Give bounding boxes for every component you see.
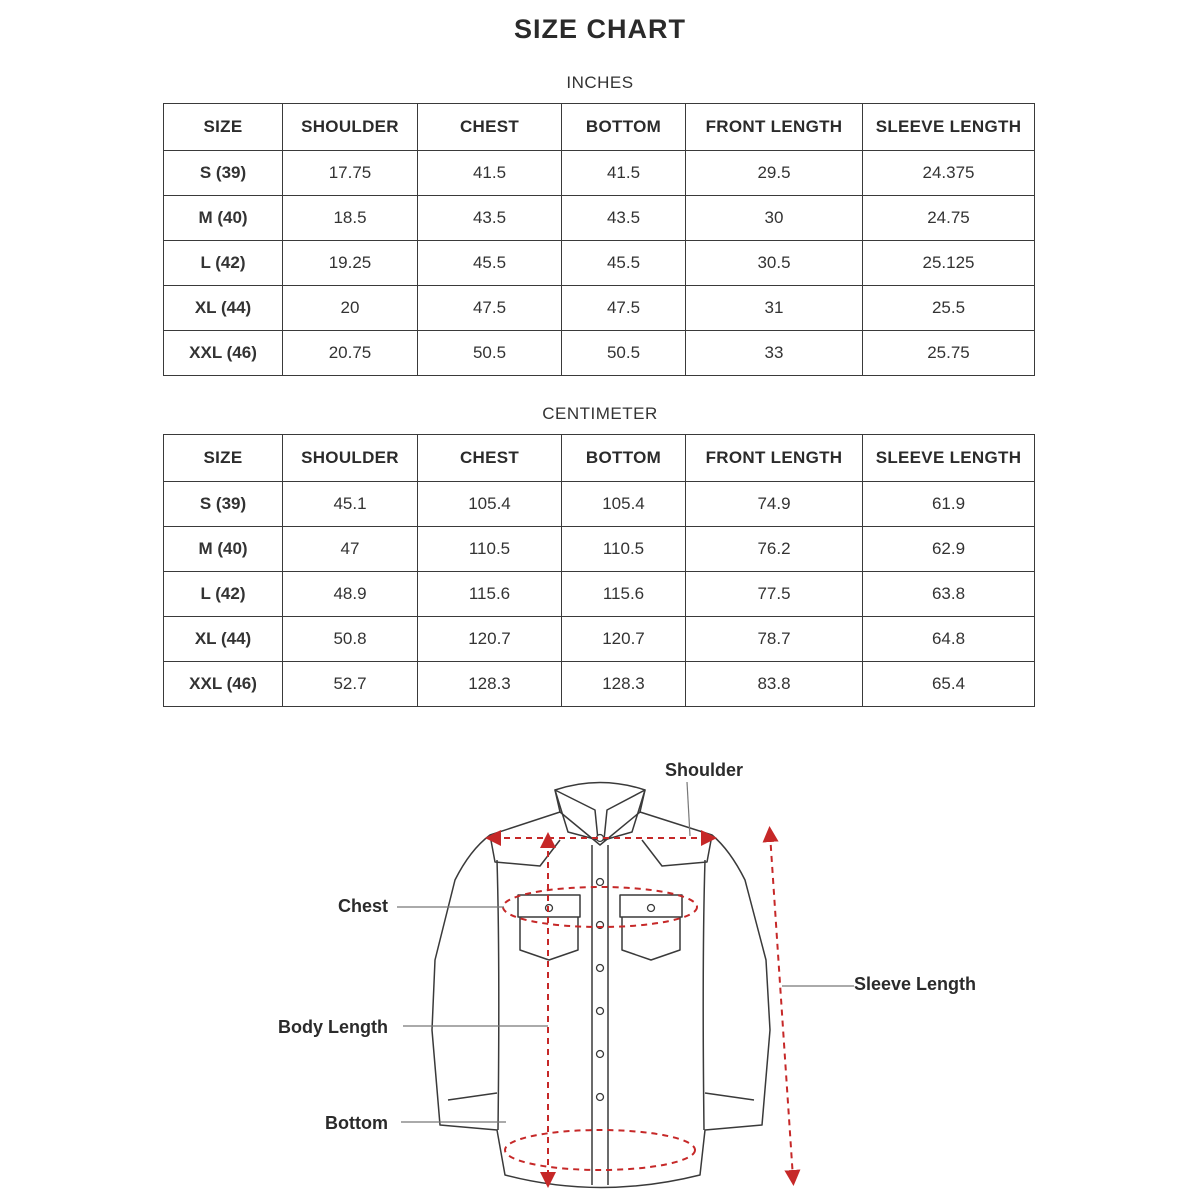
table-cell: 43.5 [562,196,686,241]
table-header-row [164,435,1035,482]
page-title: SIZE CHART [514,14,686,44]
table-cell: 115.6 [562,572,686,617]
table-cell: 105.4 [562,482,686,527]
size-cell: M (40) [164,527,283,572]
table-row [164,617,1035,662]
table-cell: 52.7 [283,662,418,707]
table-row [164,572,1035,617]
chest-label: Chest [338,896,389,916]
table-cell: 19.25 [283,241,418,286]
table-row [164,286,1035,331]
table-cell: 25.75 [863,331,1035,376]
table-cell: 78.7 [686,617,863,662]
inches-label: INCHES [566,73,634,92]
shirt-outline [432,783,770,1188]
table-row [164,662,1035,707]
header-cell: BOTTOM [562,435,686,482]
table-cell: 62.9 [863,527,1035,572]
table-cell: 115.6 [418,572,562,617]
table-cell: 48.9 [283,572,418,617]
centimeter-table [163,434,1035,707]
table-cell: 41.5 [562,151,686,196]
size-cell: XL (44) [164,617,283,662]
table-cell: 45.5 [418,241,562,286]
table-row [164,527,1035,572]
table-cell: 47.5 [562,286,686,331]
table-cell: 45.5 [562,241,686,286]
table-cell: 24.75 [863,196,1035,241]
table-cell: 20.75 [283,331,418,376]
header-cell: CHEST [418,104,562,151]
table-cell: 50.5 [418,331,562,376]
table-row [164,331,1035,376]
table-cell: 41.5 [418,151,562,196]
centimeter-label: CENTIMETER [542,404,658,423]
size-cell: L (42) [164,572,283,617]
table-row [164,196,1035,241]
header-cell: FRONT LENGTH [686,104,863,151]
table-cell: 128.3 [562,662,686,707]
table-cell: 61.9 [863,482,1035,527]
table-cell: 128.3 [418,662,562,707]
table-cell: 29.5 [686,151,863,196]
table-cell: 17.75 [283,151,418,196]
shirt-buttons [546,835,655,1101]
table-cell: 74.9 [686,482,863,527]
size-cell: L (42) [164,241,283,286]
table-row [164,482,1035,527]
table-cell: 30 [686,196,863,241]
size-cell: S (39) [164,151,283,196]
table-cell: 120.7 [562,617,686,662]
shirt-diagram [0,740,1200,1200]
table-cell: 47 [283,527,418,572]
table-header-row [164,104,1035,151]
header-cell: SHOULDER [283,435,418,482]
shoulder-label: Shoulder [665,760,744,780]
table-cell: 105.4 [418,482,562,527]
size-cell: XXL (46) [164,331,283,376]
size-cell: M (40) [164,196,283,241]
table-row [164,151,1035,196]
body-length-label: Body Length [278,1017,388,1037]
table-cell: 120.7 [418,617,562,662]
table-cell: 50.8 [283,617,418,662]
table-row [164,241,1035,286]
table-cell: 45.1 [283,482,418,527]
size-cell: XXL (46) [164,662,283,707]
table-cell: 33 [686,331,863,376]
table-cell: 20 [283,286,418,331]
table-cell: 65.4 [863,662,1035,707]
header-cell: SIZE [164,435,283,482]
table-cell: 25.125 [863,241,1035,286]
table-cell: 63.8 [863,572,1035,617]
table-cell: 83.8 [686,662,863,707]
size-cell: XL (44) [164,286,283,331]
sleeve-length-label: Sleeve Length [854,974,977,994]
table-cell: 25.5 [863,286,1035,331]
table-cell: 64.8 [863,617,1035,662]
size-cell: S (39) [164,482,283,527]
header-cell: FRONT LENGTH [686,435,863,482]
table-cell: 110.5 [418,527,562,572]
inches-table [163,103,1035,376]
table-cell: 31 [686,286,863,331]
header-cell: SLEEVE LENGTH [863,104,1035,151]
table-cell: 24.375 [863,151,1035,196]
measurement-guides [493,834,793,1180]
table-cell: 43.5 [418,196,562,241]
table-cell: 110.5 [562,527,686,572]
header-cell: SIZE [164,104,283,151]
bottom-label: Bottom [325,1113,388,1133]
table-cell: 50.5 [562,331,686,376]
table-cell: 30.5 [686,241,863,286]
table-cell: 77.5 [686,572,863,617]
header-cell: SLEEVE LENGTH [863,435,1035,482]
table-cell: 47.5 [418,286,562,331]
header-cell: BOTTOM [562,104,686,151]
header-cell: SHOULDER [283,104,418,151]
table-cell: 18.5 [283,196,418,241]
header-cell: CHEST [418,435,562,482]
table-cell: 76.2 [686,527,863,572]
